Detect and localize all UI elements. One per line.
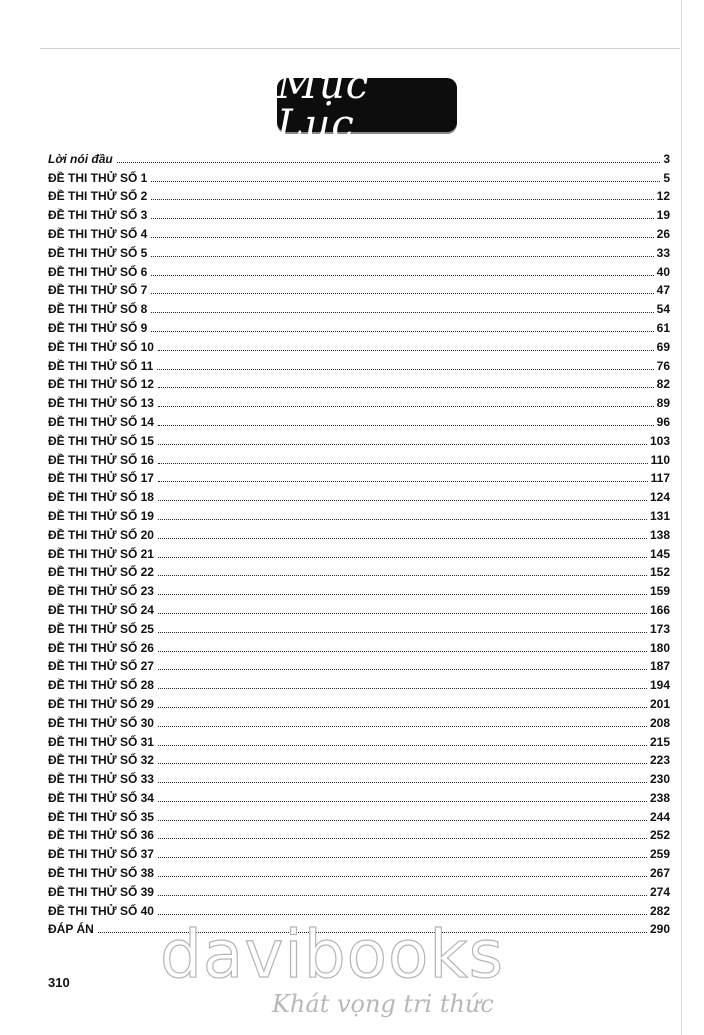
toc-leader-dots [158,838,647,839]
page-top-rule [40,48,680,49]
toc-entry-page: 180 [649,640,670,655]
toc-entry [48,203,670,222]
toc-entry [48,297,670,316]
toc-entry-page: 131 [649,508,670,523]
toc-leader-dots [151,331,653,332]
toc-leader-dots [158,763,647,764]
toc-entry [48,391,670,410]
toc-entry-page: 12 [656,189,670,204]
toc-leader-dots [158,406,654,407]
toc-entry [48,561,670,580]
toc-entry-label: ĐỀ THI THỬ SỐ 29 [48,696,154,711]
toc-entry [48,504,670,523]
toc-leader-dots [158,669,647,670]
toc-entry-page: 152 [649,565,670,580]
toc-entry [48,692,670,711]
toc-entry-page: 290 [649,922,670,937]
toc-entry [48,279,670,298]
toc-entry-page: 54 [656,302,670,317]
toc-entry [48,147,670,166]
toc-entry [48,222,670,241]
toc-leader-dots [151,199,653,200]
toc-entry-label: ĐỀ THI THỬ SỐ 15 [48,433,154,448]
toc-entry-label: ĐỀ THI THỬ SỐ 30 [48,715,154,730]
toc-entry [48,467,670,486]
toc-entry-label: ĐỀ THI THỬ SỐ 40 [48,903,154,918]
toc-entry-page: 282 [649,903,670,918]
toc-leader-dots [151,256,653,257]
toc-entry-page: 96 [656,414,670,429]
toc-entry-label: ĐỀ THI THỬ SỐ 25 [48,621,154,636]
toc-entry-page: 89 [656,396,670,411]
toc-entry [48,786,670,805]
toc-entry-page: 194 [649,678,670,693]
toc-entry-label: ĐỀ THI THỬ SỐ 3 [48,208,148,223]
toc-entry [48,861,670,880]
toc-leader-dots [158,632,647,633]
toc-entry-page: 110 [650,452,670,467]
toc-entry-label: ĐỀ THI THỬ SỐ 27 [48,659,154,674]
toc-entry-page: 3 [663,151,670,166]
toc-leader-dots [158,613,647,614]
toc-entry-page: 252 [649,828,670,843]
toc-title-banner [277,62,457,148]
toc-leader-dots [151,293,653,294]
toc-leader-dots [158,726,647,727]
toc-entry-label: ĐỀ THI THỬ SỐ 26 [48,640,154,655]
toc-leader-dots [158,538,647,539]
toc-entry-label: ĐỀ THI THỬ SỐ 19 [48,508,154,523]
toc-leader-dots [158,651,647,652]
toc-entry-label: ĐỀ THI THỬ SỐ 16 [48,452,154,467]
toc-entry [48,899,670,918]
toc-entry-page: 138 [649,527,670,542]
toc-leader-dots [158,519,647,520]
toc-leader-dots [158,557,647,558]
toc-entry-label: ĐỀ THI THỬ SỐ 36 [48,828,154,843]
toc-entry-page: 26 [656,226,670,241]
toc-entry-label: ĐỀ THI THỬ SỐ 24 [48,602,154,617]
toc-leader-dots [158,857,647,858]
toc-entry-page: 259 [649,847,670,862]
toc-entry [48,448,670,467]
toc-entry [48,767,670,786]
toc-entry-page: 267 [649,866,670,881]
toc-entry-label: ĐỀ THI THỬ SỐ 9 [48,320,148,335]
toc-entry [48,617,670,636]
toc-entry [48,711,670,730]
toc-entry [48,730,670,749]
toc-entry-page: 40 [656,264,670,279]
toc-entry-page: 61 [656,320,670,335]
toc-entry-label: ĐỀ THI THỬ SỐ 28 [48,678,154,693]
toc-leader-dots [158,425,654,426]
toc-entry-label: ĐỀ THI THỬ SỐ 34 [48,790,154,805]
toc-entry-label: ĐÁP ÁN [48,922,94,937]
watermark-slogan: Khát vọng tri thức [272,990,494,1018]
toc-entry [48,636,670,655]
watermark-brand: davibooks [160,916,504,993]
toc-entry-label: ĐỀ THI THỬ SỐ 23 [48,584,154,599]
toc-leader-dots [117,162,661,163]
toc-entry [48,260,670,279]
toc-entry-label: Lời nói đầu [48,151,113,166]
toc-leader-dots [151,312,653,313]
toc-entry-label: ĐỀ THI THỬ SỐ 20 [48,527,154,542]
toc-entry-label: ĐỀ THI THỬ SỐ 4 [48,226,148,241]
toc-leader-dots [158,688,647,689]
toc-entry [48,185,670,204]
toc-leader-dots [158,481,648,482]
toc-entry [48,410,670,429]
toc-entry [48,241,670,260]
toc-entry-page: 47 [656,283,670,298]
toc-entry [48,485,670,504]
toc-leader-dots [158,782,647,783]
toc-entry-label: ĐỀ THI THỬ SỐ 37 [48,847,154,862]
toc-entry [48,880,670,899]
toc-entry-page: 103 [649,433,670,448]
toc-entry-label: ĐỀ THI THỬ SỐ 10 [48,339,154,354]
toc-leader-dots [158,895,647,896]
toc-entry [48,842,670,861]
toc-leader-dots [157,369,653,370]
toc-entry [48,805,670,824]
toc-entry-page: 159 [649,584,670,599]
toc-entry-label: ĐỀ THI THỬ SỐ 33 [48,772,154,787]
toc-entry-label: ĐỀ THI THỬ SỐ 32 [48,753,154,768]
toc-entry [48,542,670,561]
toc-entry-label: ĐỀ THI THỬ SỐ 5 [48,245,148,260]
toc-leader-dots [151,181,660,182]
toc-entry-page: 223 [649,753,670,768]
toc-entry-label: ĐỀ THI THỬ SỐ 35 [48,809,154,824]
toc-entry [48,673,670,692]
toc-entry-label: ĐỀ THI THỬ SỐ 21 [48,546,154,561]
toc-leader-dots [151,237,653,238]
toc-leader-dots [158,463,648,464]
toc-entry-label: ĐỀ THI THỬ SỐ 2 [48,189,148,204]
toc-entry-page: 166 [649,602,670,617]
toc-entry-page: 117 [650,471,670,486]
toc-entry-label: ĐỀ THI THỬ SỐ 11 [48,358,154,373]
toc-leader-dots [158,444,647,445]
toc-entry-label: ĐỀ THI THỬ SỐ 1 [48,170,148,185]
toc-leader-dots [158,500,647,501]
toc-entry-page: 244 [649,809,670,824]
toc-entry [48,749,670,768]
toc-entry-label: ĐỀ THI THỬ SỐ 31 [48,734,154,749]
toc-entry-page: 82 [656,377,670,392]
toc-entry-label: ĐỀ THI THỬ SỐ 17 [48,471,154,486]
toc-entry-page: 238 [649,790,670,805]
toc-entry-label: ĐỀ THI THỬ SỐ 12 [48,377,154,392]
toc-entry [48,579,670,598]
toc-leader-dots [158,914,647,915]
toc-leader-dots [151,218,653,219]
toc-entry [48,354,670,373]
toc-entry-label: ĐỀ THI THỬ SỐ 7 [48,283,148,298]
toc-entry-page: 145 [649,546,670,561]
toc-entry-label: ĐỀ THI THỬ SỐ 8 [48,302,148,317]
toc-entry-page: 19 [656,208,670,223]
toc-entry [48,429,670,448]
toc-entry [48,523,670,542]
toc-entry-page: 187 [649,659,670,674]
toc-entry [48,373,670,392]
toc-entry [48,335,670,354]
page-right-edge [681,0,682,1035]
toc-entry-page: 69 [656,339,670,354]
toc-leader-dots [158,350,654,351]
toc-entry [48,655,670,674]
toc-entry-label: ĐỀ THI THỬ SỐ 18 [48,490,154,505]
toc-leader-dots [158,876,647,877]
toc-entry-label: ĐỀ THI THỬ SỐ 22 [48,565,154,580]
toc-entry-label: ĐỀ THI THỬ SỐ 38 [48,866,154,881]
toc-entry [48,598,670,617]
toc-entry-label: ĐỀ THI THỬ SỐ 13 [48,396,154,411]
toc-leader-dots [158,707,647,708]
toc-leader-dots [158,594,647,595]
toc-entry-page: 5 [663,170,670,185]
toc-entry-page: 208 [649,715,670,730]
toc-entry-page: 274 [649,884,670,899]
toc-title: Mục Lục [277,62,370,148]
toc-entry-page: 173 [649,621,670,636]
toc-entry [48,166,670,185]
toc-entry-page: 230 [649,772,670,787]
toc-entry-page: 201 [649,696,670,711]
toc-entry-label: ĐỀ THI THỬ SỐ 6 [48,264,148,279]
toc-leader-dots [151,275,653,276]
toc-entry-page: 76 [656,358,670,373]
toc-entry-page: 124 [649,490,670,505]
toc-entry-label: ĐỀ THI THỬ SỐ 39 [48,884,154,899]
table-of-contents [48,147,670,936]
toc-entry-label: ĐỀ THI THỬ SỐ 14 [48,414,154,429]
page-number: 310 [48,975,70,990]
toc-leader-dots [158,387,654,388]
toc-entry [48,824,670,843]
toc-entry-page: 33 [656,245,670,260]
toc-entry-page: 215 [649,734,670,749]
toc-leader-dots [158,575,647,576]
toc-leader-dots [158,820,647,821]
toc-leader-dots [158,801,647,802]
toc-entry [48,316,670,335]
toc-leader-dots [158,745,647,746]
